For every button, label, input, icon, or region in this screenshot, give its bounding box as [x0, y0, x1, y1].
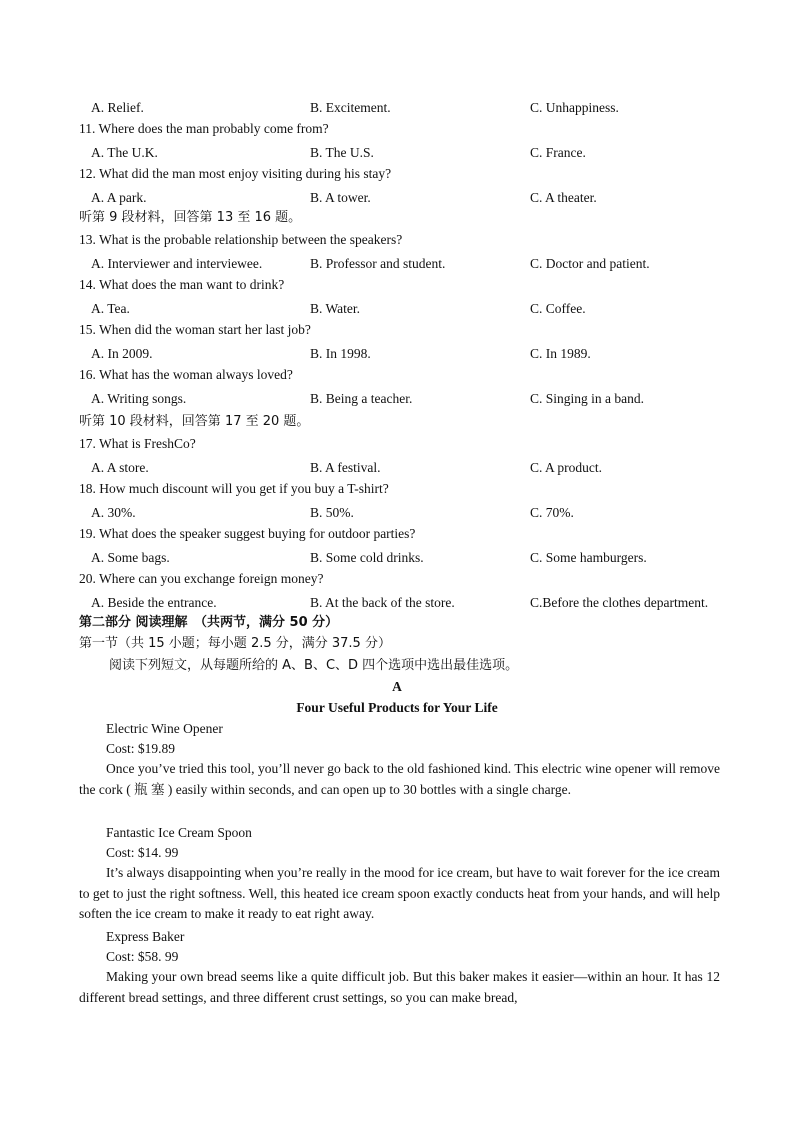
- q12-option-a: A. A park.: [91, 190, 147, 205]
- q10-option-b: B. Excitement.: [310, 100, 391, 115]
- q15-option-b: B. In 1998.: [310, 346, 371, 361]
- q16-option-b: B. Being a teacher.: [310, 391, 413, 406]
- q15-option-a: A. In 2009.: [91, 346, 153, 361]
- product-3-description: [79, 967, 720, 1008]
- q19-option-c: C. Some hamburgers.: [530, 550, 647, 565]
- q17-option-c: C. A product.: [530, 460, 603, 475]
- reading-instruction: 阅读下列短文，从每题所给的 A、B、C、D 四个选项中选出最佳选项。: [109, 658, 519, 673]
- q11-option-c: C. France.: [530, 145, 586, 160]
- question-18: 18. How much discount will you get if you buy a T-shirt?: [79, 481, 389, 496]
- product-2-cost: Cost: $14. 99: [106, 845, 179, 860]
- q18-option-b: B. 50%.: [310, 505, 354, 520]
- q13-option-b: B. Professor and student.: [310, 256, 446, 271]
- q10-option-a: A. Relief.: [91, 100, 144, 115]
- section-1-heading: 第一节（共 15 小题；每小题 2.5 分，满分 37.5 分）: [79, 636, 391, 651]
- q15-option-c: C. In 1989.: [530, 346, 591, 361]
- q20-option-a: A. Beside the entrance.: [91, 595, 217, 610]
- product-3-name: Express Baker: [106, 929, 185, 944]
- product-2-text: It’s always disappointing when you’re really in the mood for ice cream, but have to wait forever for the ice cream to get to just the right softness. Well, this heated ice cream spoon exactly conducts heat from your hands, and will help soften the ice cream to make it ready to eat right away.: [79, 865, 720, 922]
- q14-option-c: C. Coffee.: [530, 301, 586, 316]
- question-11: 11. Where does the man probably come from?: [79, 121, 329, 136]
- product-3-text: Making your own bread seems like a quite difficult job. But this baker makes it easier—within an hour. It has 12 different bread settings, and three different crust settings, so you can make bread,: [79, 969, 720, 1005]
- q12-option-b: B. A tower.: [310, 190, 371, 205]
- question-17: 17. What is FreshCo?: [79, 436, 196, 451]
- q18-option-a: A. 30%.: [91, 505, 136, 520]
- q19-option-b: B. Some cold drinks.: [310, 550, 424, 565]
- q14-option-b: B. Water.: [310, 301, 361, 316]
- passage-title: Four Useful Products for Your Life: [296, 700, 498, 715]
- product-1-name: Electric Wine Opener: [106, 721, 223, 736]
- question-20: 20. Where can you exchange foreign money?: [79, 571, 324, 586]
- q16-option-c: C. Singing in a band.: [530, 391, 644, 406]
- section-10-heading: 听第 10 段材料，回答第 17 至 20 题。: [79, 414, 310, 429]
- q18-option-c: C. 70%.: [530, 505, 574, 520]
- q11-option-b: B. The U.S.: [310, 145, 374, 160]
- question-14: 14. What does the man want to drink?: [79, 277, 285, 292]
- q10-option-c: C. Unhappiness.: [530, 100, 619, 115]
- part-2-heading: 第二部分 阅读理解 （共两节，满分 50 分）: [79, 615, 339, 630]
- question-15: 15. When did the woman start her last job?: [79, 322, 311, 337]
- product-2-name: Fantastic Ice Cream Spoon: [106, 825, 252, 840]
- passage-letter: A: [392, 679, 402, 694]
- q20-option-c: C.Before the clothes department.: [530, 595, 709, 610]
- product-1-text: Once you’ve tried this tool, you’ll never go back to the old fashioned kind. This electric wine opener will remove the cork ( 瓶 塞 ) easily within seconds, and can open up to 30 bottles with a single charge.: [79, 761, 720, 797]
- product-2-description: [79, 863, 720, 925]
- q13-option-c: C. Doctor and patient.: [530, 256, 650, 271]
- question-13: 13. What is the probable relationship between the speakers?: [79, 232, 403, 247]
- q19-option-a: A. Some bags.: [91, 550, 170, 565]
- product-3-cost: Cost: $58. 99: [106, 949, 179, 964]
- product-1-description: [79, 759, 720, 800]
- product-1-cost: Cost: $19.89: [106, 741, 176, 756]
- question-16: 16. What has the woman always loved?: [79, 367, 293, 382]
- question-12: 12. What did the man most enjoy visiting during his stay?: [79, 166, 392, 181]
- q20-option-b: B. At the back of the store.: [310, 595, 455, 610]
- q16-option-a: A. Writing songs.: [91, 391, 187, 406]
- q14-option-a: A. Tea.: [91, 301, 130, 316]
- q11-option-a: A. The U.K.: [91, 145, 158, 160]
- q12-option-c: C. A theater.: [530, 190, 597, 205]
- q17-option-b: B. A festival.: [310, 460, 381, 475]
- section-9-heading: 听第 9 段材料，回答第 13 至 16 题。: [79, 210, 302, 225]
- q13-option-a: A. Interviewer and interviewee.: [91, 256, 263, 271]
- question-19: 19. What does the speaker suggest buying for outdoor parties?: [79, 526, 416, 541]
- q17-option-a: A. A store.: [91, 460, 149, 475]
